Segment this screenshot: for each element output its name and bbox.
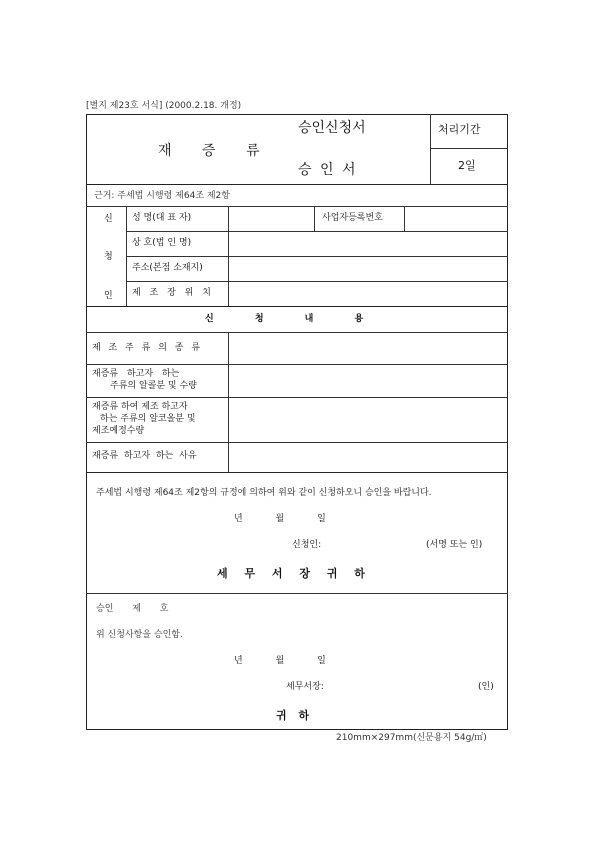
business-reg-number-field[interactable] <box>406 208 506 229</box>
processing-divider <box>430 148 508 149</box>
approval-number-label: 승인 제 호 <box>96 604 169 614</box>
content-row-line-2 <box>86 397 508 398</box>
liquor-type-label: 제 조 주 류 의 종 류 <box>92 343 201 353</box>
declaration-date: 년 월 일 <box>234 514 326 524</box>
content-heading: 신 청 내 용 <box>205 314 364 324</box>
applicant-row-line-2 <box>126 256 508 257</box>
applicant-side-char-2: 청 <box>104 252 113 262</box>
product-liquor-field[interactable] <box>230 399 506 440</box>
product-liquor-label-line1: 재증류 하여 제조 하고자 <box>92 402 188 412</box>
redistill-reason-label: 재증류 하고자 하는 사유 <box>92 451 197 461</box>
product-liquor-label-line3: 제조예정수량 <box>92 426 145 436</box>
redistill-liquor-label-line1: 재증류 하고자 하는 <box>92 369 180 379</box>
form-title-left: 재 증 류 <box>158 143 262 159</box>
company-name-label: 상 호(법 인 명) <box>132 238 192 248</box>
legal-basis: 근거: 주세법 시행령 제64조 제2항 <box>94 191 230 201</box>
approval-date: 년 월 일 <box>234 656 326 666</box>
content-bottom-line <box>86 472 508 473</box>
sign-or-seal-label: (서명 또는 인) <box>426 540 483 550</box>
approval-addressee: 귀 하 <box>276 709 310 722</box>
applicant-side-char-1: 신 <box>104 214 113 224</box>
seal-label: (인) <box>478 682 494 692</box>
factory-location-field[interactable] <box>230 283 506 304</box>
address-label: 주소(본점 소재지) <box>132 263 203 273</box>
form-reference: [별지 제23호 서식] (2000.2.18. 개정) <box>86 101 242 111</box>
name-label: 성 명(대 표 자) <box>132 213 192 223</box>
content-row-line-1 <box>86 364 508 365</box>
declaration-statement: 주세법 시행령 제64조 제2항의 규정에 의하여 위와 같이 신청하오니 승인을 바랍니다. <box>96 488 432 498</box>
address-field[interactable] <box>230 258 506 279</box>
company-name-field[interactable] <box>230 233 506 254</box>
approval-statement: 위 신청사항을 승인함. <box>96 630 183 640</box>
liquor-type-field[interactable] <box>230 334 506 362</box>
factory-location-label: 제 조 장 위 치 <box>132 288 211 298</box>
tax-office-chief-label: 세무서장: <box>286 682 324 692</box>
processing-period-label: 처리기간 <box>438 123 481 136</box>
business-reg-number-label: 사업자등록번호 <box>322 213 383 223</box>
redistill-reason-field[interactable] <box>230 444 506 470</box>
content-label-divider <box>228 332 229 472</box>
applicant-bottom-line <box>86 306 508 307</box>
form-title-top: 승인신청서 <box>298 120 366 136</box>
content-heading-line <box>86 332 508 333</box>
redistill-liquor-field[interactable] <box>230 366 506 395</box>
paper-spec: 210mm×297mm(신문용지 54g/㎡) <box>336 733 487 743</box>
tax-office-addressee: 세 무 서 장 귀 하 <box>217 567 365 580</box>
approval-divider <box>86 593 508 594</box>
applicant-row-line-1 <box>126 231 508 232</box>
reg-label-right-divider <box>404 206 405 231</box>
basis-line <box>86 206 508 207</box>
processing-period-value: 2일 <box>458 159 476 172</box>
header-bottom-line <box>86 184 508 185</box>
header-divider <box>430 114 431 184</box>
form-title-bottom: 승 인 서 <box>298 162 358 178</box>
name-field[interactable] <box>230 208 312 229</box>
reg-label-left-divider <box>314 206 315 231</box>
content-row-line-3 <box>86 442 508 443</box>
applicant-row-line-3 <box>126 281 508 282</box>
product-liquor-label-line2: 하는 주류의 알코올분 및 <box>100 414 196 424</box>
applicant-side-char-3: 인 <box>104 291 113 301</box>
redistill-liquor-label-line2: 주류의 알콜분 및 수량 <box>110 381 197 391</box>
applicant-sign-label: 신청인: <box>292 540 322 550</box>
